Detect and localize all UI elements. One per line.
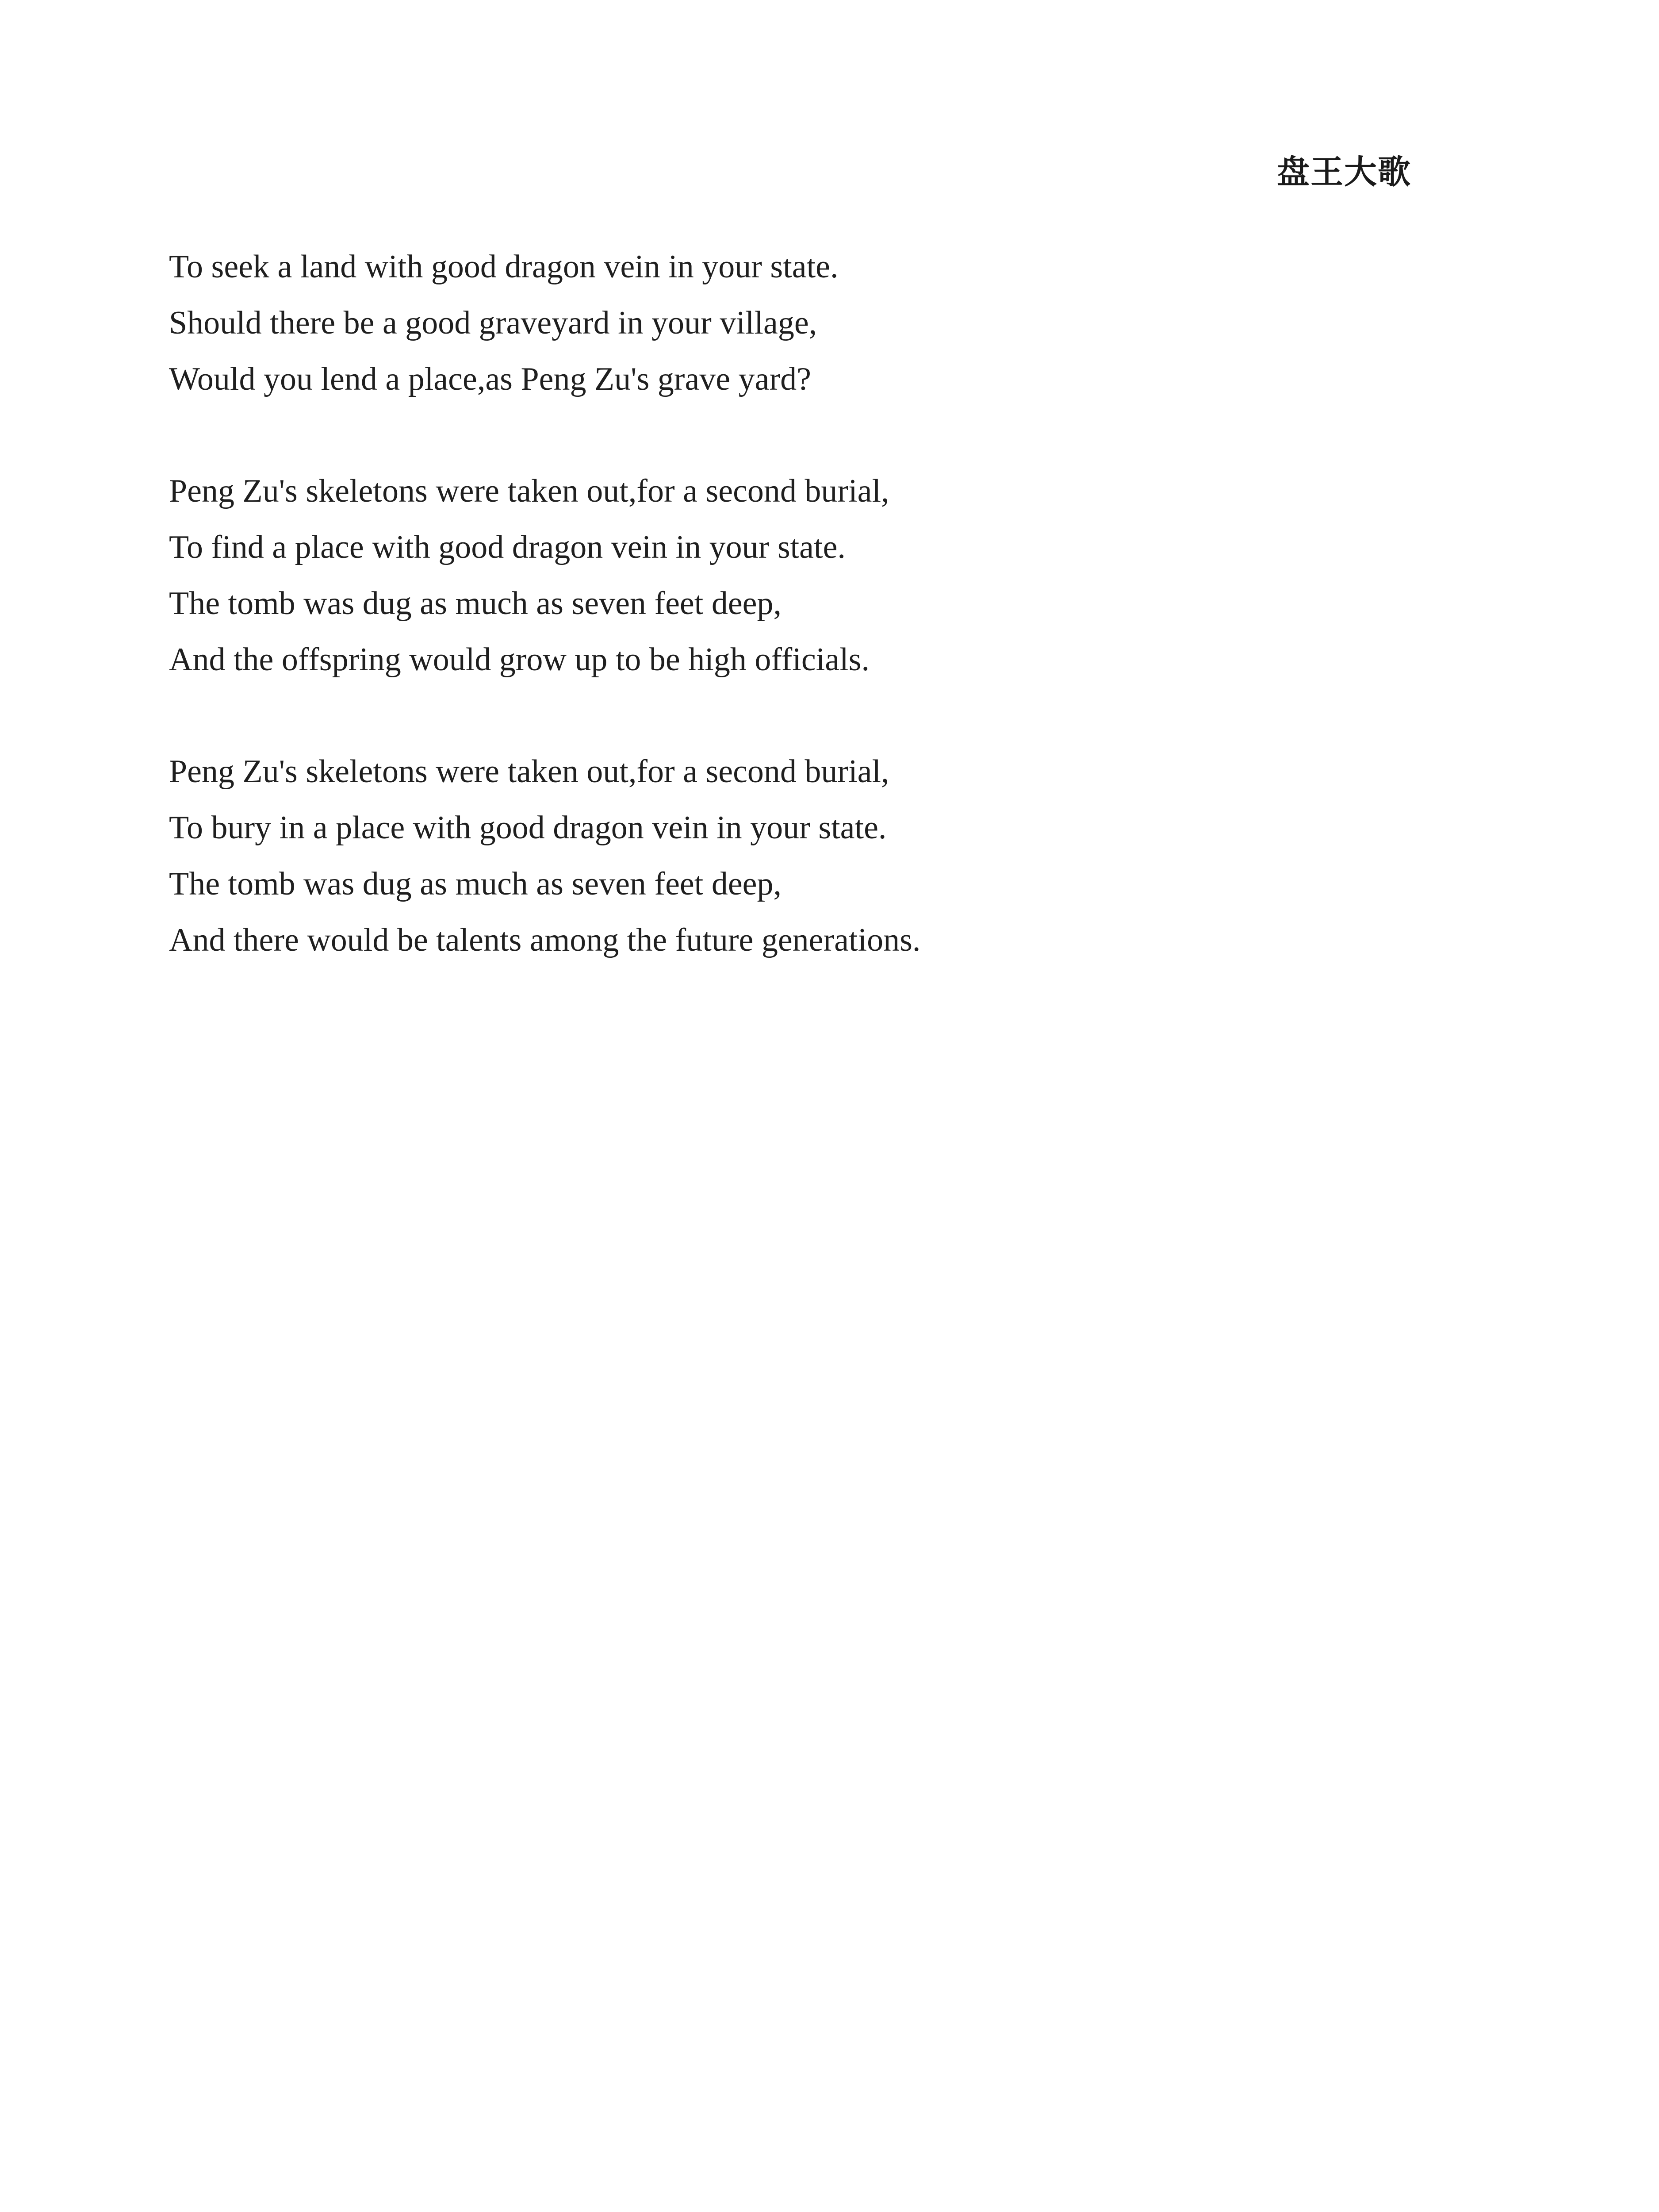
- poem-line: Should there be a good graveyard in your village,: [169, 305, 817, 341]
- poem-line: Would you lend a place,as Peng Zu's grave yard?: [169, 361, 811, 397]
- poem-body: [169, 239, 1452, 1024]
- stanza-3: [169, 744, 1452, 968]
- poem-line: The tomb was dug as much as seven feet deep,: [169, 585, 782, 622]
- poem-line: To bury in a place with good dragon vein in your state.: [169, 810, 887, 846]
- running-header-title: 盘王大歌: [1277, 153, 1411, 191]
- poem-line: And the offspring would grow up to be high officials.: [169, 641, 870, 678]
- stanza-2: [169, 463, 1452, 688]
- stanza-1: [169, 239, 1452, 407]
- poem-line: Peng Zu's skeletons were taken out,for a second burial,: [169, 753, 889, 790]
- poem-line: And there would be talents among the future generations.: [169, 922, 921, 958]
- poem-line: To find a place with good dragon vein in your state.: [169, 529, 846, 565]
- poem-line: The tomb was dug as much as seven feet deep,: [169, 866, 782, 902]
- poem-line: To seek a land with good dragon vein in your state.: [169, 249, 839, 285]
- poem-line: Peng Zu's skeletons were taken out,for a second burial,: [169, 473, 889, 509]
